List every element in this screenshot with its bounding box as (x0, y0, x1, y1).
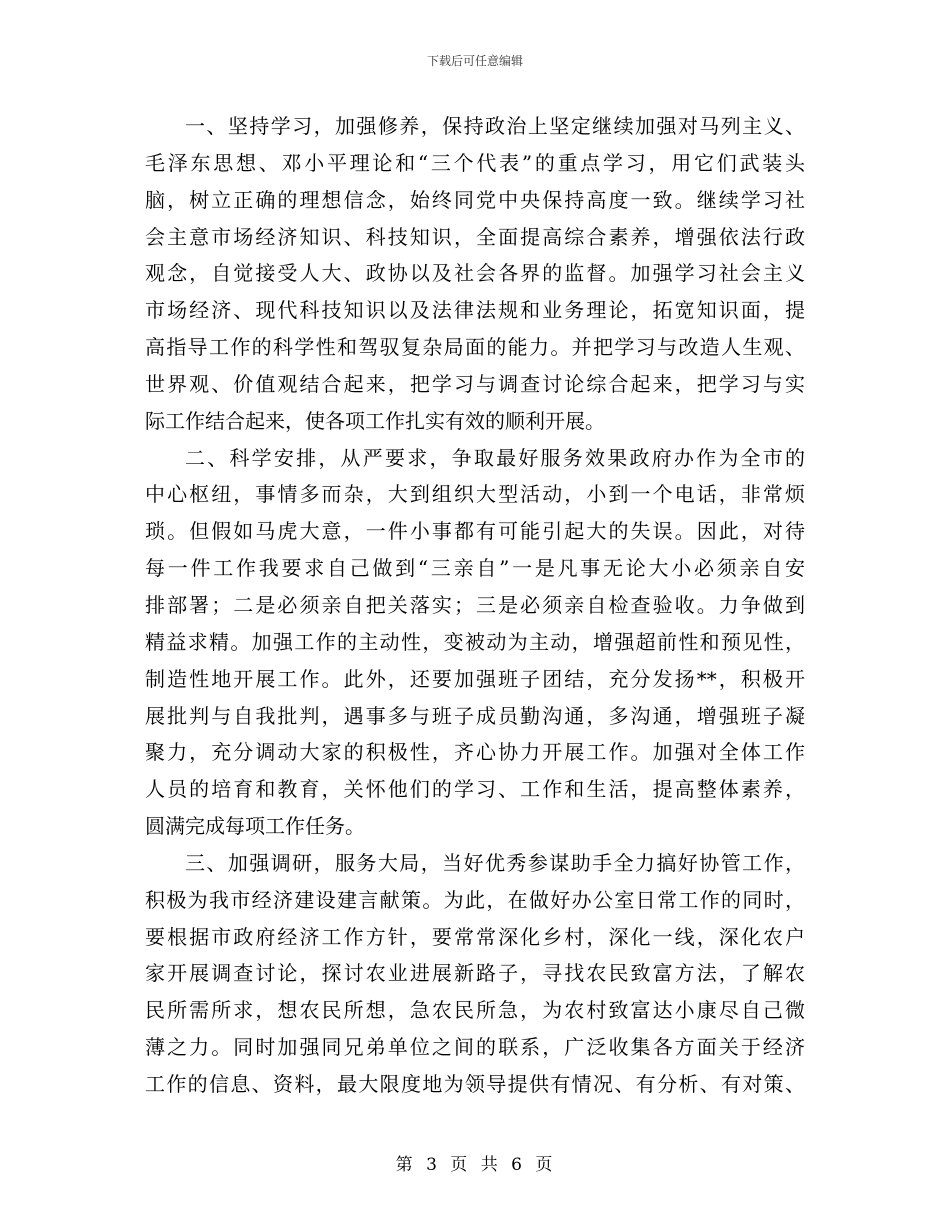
text-line: 毛泽东思想、邓小平理论和“三个代表”的重点学习，用它们武装头 (145, 150, 805, 175)
text-line: 精益求精。加强工作的主动性，变被动为主动，增强超前性和预见性， (145, 629, 805, 654)
text-line: 要根据市政府经济工作方针，要常常深化乡村，深化一线，深化农户 (145, 924, 805, 949)
text-line: 每一件工作我要求自己做到“三亲自”一是凡事无论大小必须亲自安 (145, 556, 805, 581)
page-header: 下载后可任意编辑 (426, 54, 523, 68)
text-line: 三、加强调研，服务大局，当好优秀参谋助手全力搞好协管工作， (185, 850, 805, 875)
text-line: 市场经济、现代科技知识以及法律法规和业务理论，拓宽知识面，提 (145, 298, 805, 323)
text-line: 人员的培育和教育，关怀他们的学习、工作和生活，提高整体素养， (145, 777, 805, 802)
text-line: 家开展调查讨论，探讨农业进展新路子，寻找农民致富方法，了解农 (145, 961, 805, 986)
paragraph-3 (145, 845, 805, 1103)
text-line: 际工作结合起来，使各项工作扎实有效的顺利开展。 (145, 408, 605, 433)
text-line: 中心枢纽，事情多而杂，大到组织大型活动，小到一个电话，非常烦 (145, 482, 805, 507)
text-line: 排部署；二是必须亲自把关落实；三是必须亲自检查验收。力争做到 (145, 592, 805, 617)
text-line: 观念，自觉接受人大、政协以及社会各界的监督。加强学习社会主义 (145, 261, 805, 286)
text-line: 二、科学安排，从严要求，争取最好服务效果政府办作为全市的 (185, 445, 805, 470)
text-line: 会主意市场经济知识、科技知识，全面提高综合素养，增强依法行政 (145, 224, 805, 249)
text-line: 积极为我市经济建设建言献策。为此，在做好办公室日常工作的同时， (145, 887, 805, 912)
text-line: 脑，树立正确的理想信念，始终同党中央保持高度一致。继续学习社 (145, 187, 805, 212)
document-body (145, 108, 805, 1103)
text-line: 薄之力。同时加强同兄弟单位之间的联系，广泛收集各方面关于经济 (145, 1035, 805, 1060)
text-line: 制造性地开展工作。此外，还要加强班子团结，充分发扬**，积极开 (145, 666, 805, 691)
text-line: 高指导工作的科学性和驾驭复杂局面的能力。并把学习与改造人生观、 (145, 335, 805, 360)
text-line: 圆满完成每项工作任务。 (145, 814, 365, 839)
text-line: 展批判与自我批判，遇事多与班子成员勤沟通，多沟通，增强班子凝 (145, 703, 805, 728)
paragraph-1 (145, 108, 805, 440)
text-line: 世界观、价值观结合起来，把学习与调查讨论综合起来，把学习与实 (145, 371, 805, 396)
text-line: 工作的信息、资料，最大限度地为领导提供有情况、有分析、有对策、 (145, 1071, 805, 1096)
text-line: 一、坚持学习，加强修养，保持政治上坚定继续加强对马列主义、 (185, 114, 805, 138)
text-line: 民所需所求，想农民所想，急农民所急，为农村致富达小康尽自己微 (145, 998, 805, 1023)
paragraph-2 (145, 440, 805, 845)
page-number-footer: 第 3 页 共 6 页 (395, 1155, 555, 1175)
text-line: 聚力，充分调动大家的积极性，齐心协力开展工作。加强对全体工作 (145, 740, 805, 765)
text-line: 琐。但假如马虎大意，一件小事都有可能引起大的失误。因此，对待 (145, 519, 805, 544)
